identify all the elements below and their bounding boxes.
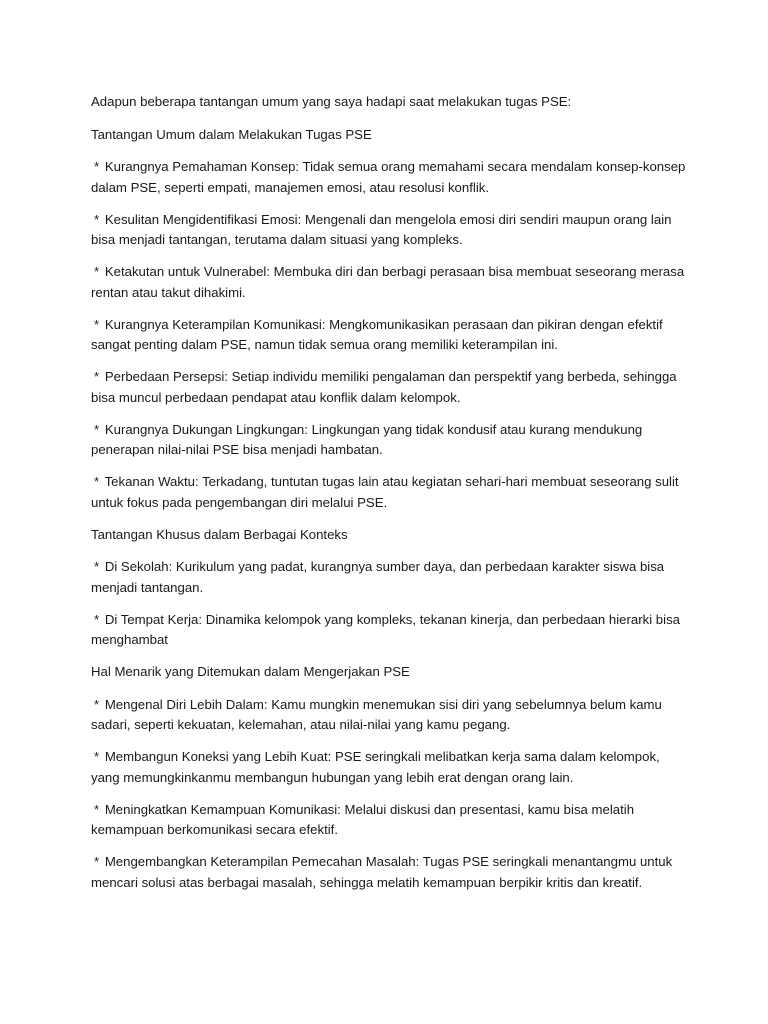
list-item (91, 315, 691, 356)
list-item-text: Mengenal Diri Lebih Dalam: Kamu mungkin menemukan sisi diri yang sebelumnya belum kamu sadari, seperti kekuatan, kelemahan, atau nilai-nilai yang kamu pegang. (91, 696, 662, 732)
list-item-text: Di Tempat Kerja: Dinamika kelompok yang kompleks, tekanan kinerja, dan perbedaan hierarki bisa menghambat (91, 611, 680, 647)
section-heading-interesting-findings: Hal Menarik yang Ditemukan dalam Mengerjakan PSE (91, 664, 410, 679)
list-item (91, 367, 691, 408)
list-item (91, 747, 691, 788)
bullet-marker: * (94, 801, 100, 817)
list-item (91, 472, 691, 513)
list-item-text: Kurangnya Keterampilan Komunikasi: Mengkomunikasikan perasaan dan pikiran dengan efektif sangat penting dalam PSE, namun tidak semua orang memiliki keterampilan ini. (91, 316, 663, 352)
list-item-text: Membangun Koneksi yang Lebih Kuat: PSE seringkali melibatkan kerja sama dalam kelompok, yang memungkinkanmu membangun hubungan yang lebih erat dengan orang lain. (91, 749, 660, 785)
bullet-marker: * (94, 421, 100, 437)
list-item (91, 800, 691, 841)
bullet-marker: * (94, 559, 100, 574)
bullet-marker: * (94, 211, 100, 227)
bullet-marker: * (94, 611, 100, 627)
list-item-text: Di Sekolah: Kurikulum yang padat, kurangnya sumber daya, dan perbedaan karakter siswa bisa menjadi tantangan. (91, 559, 665, 595)
bullet-marker: * (94, 316, 100, 332)
list-item-text: Mengembangkan Keterampilan Pemecahan Masalah: Tugas PSE seringkali menantangmu untuk mencari solusi atas berbagai masalah, sehingga melatih kemampuan berpikir kritis dan kreatif. (91, 854, 673, 890)
interesting-findings-list (91, 695, 691, 894)
bullet-marker: * (94, 264, 100, 279)
intro-paragraph: Adapun beberapa tantangan umum yang saya hadapi saat melakukan tugas PSE: (91, 94, 572, 109)
bullet-marker: * (94, 369, 100, 384)
list-item-text: Ketakutan untuk Vulnerabel: Membuka diri dan berbagi perasaan bisa membuat seseorang merasa rentan atau takut dihakimi. (91, 264, 685, 300)
bullet-marker: * (94, 159, 100, 174)
document-body (91, 92, 691, 905)
list-item-text: Tekanan Waktu: Terkadang, tuntutan tugas lain atau kegiatan sehari-hari membuat seseorang sulit untuk fokus pada pengembangan diri melalui PSE. (91, 474, 679, 510)
bullet-marker: * (94, 854, 100, 869)
section-heading-general-challenges: Tantangan Umum dalam Melakukan Tugas PSE (91, 126, 372, 142)
list-item-text: Kesulitan Mengidentifikasi Emosi: Mengenali dan mengelola emosi diri sendiri maupun orang lain bisa menjadi tantangan, terutama dalam situasi yang kompleks. (91, 211, 672, 247)
bullet-marker: * (94, 749, 100, 764)
bullet-marker: * (94, 474, 100, 489)
list-item (91, 852, 691, 893)
list-item (91, 695, 691, 736)
list-item (91, 557, 691, 598)
list-item (91, 157, 691, 198)
list-item (91, 210, 691, 251)
section-heading-specific-challenges: Tantangan Khusus dalam Berbagai Konteks (91, 526, 348, 542)
list-item-text: Kurangnya Pemahaman Konsep: Tidak semua orang memahami secara mendalam konsep-konsep dalam PSE, seperti empati, manajemen emosi, atau resolusi konflik. (91, 159, 686, 195)
general-challenges-list (91, 157, 691, 513)
specific-challenges-list (91, 557, 691, 651)
list-item-text: Meningkatkan Kemampuan Komunikasi: Melalui diskusi dan presentasi, kamu bisa melatih kemampuan berkomunikasi secara efektif. (91, 801, 635, 837)
list-item-text: Kurangnya Dukungan Lingkungan: Lingkungan yang tidak kondusif atau kurang mendukung penerapan nilai-nilai PSE bisa menjadi hambatan. (91, 421, 643, 457)
bullet-marker: * (94, 696, 100, 712)
list-item (91, 610, 691, 651)
list-item-text: Perbedaan Persepsi: Setiap individu memiliki pengalaman dan perspektif yang berbeda, sehingga bisa muncul perbedaan pendapat atau konflik dalam kelompok. (91, 369, 677, 405)
list-item (91, 262, 691, 303)
list-item (91, 420, 691, 461)
